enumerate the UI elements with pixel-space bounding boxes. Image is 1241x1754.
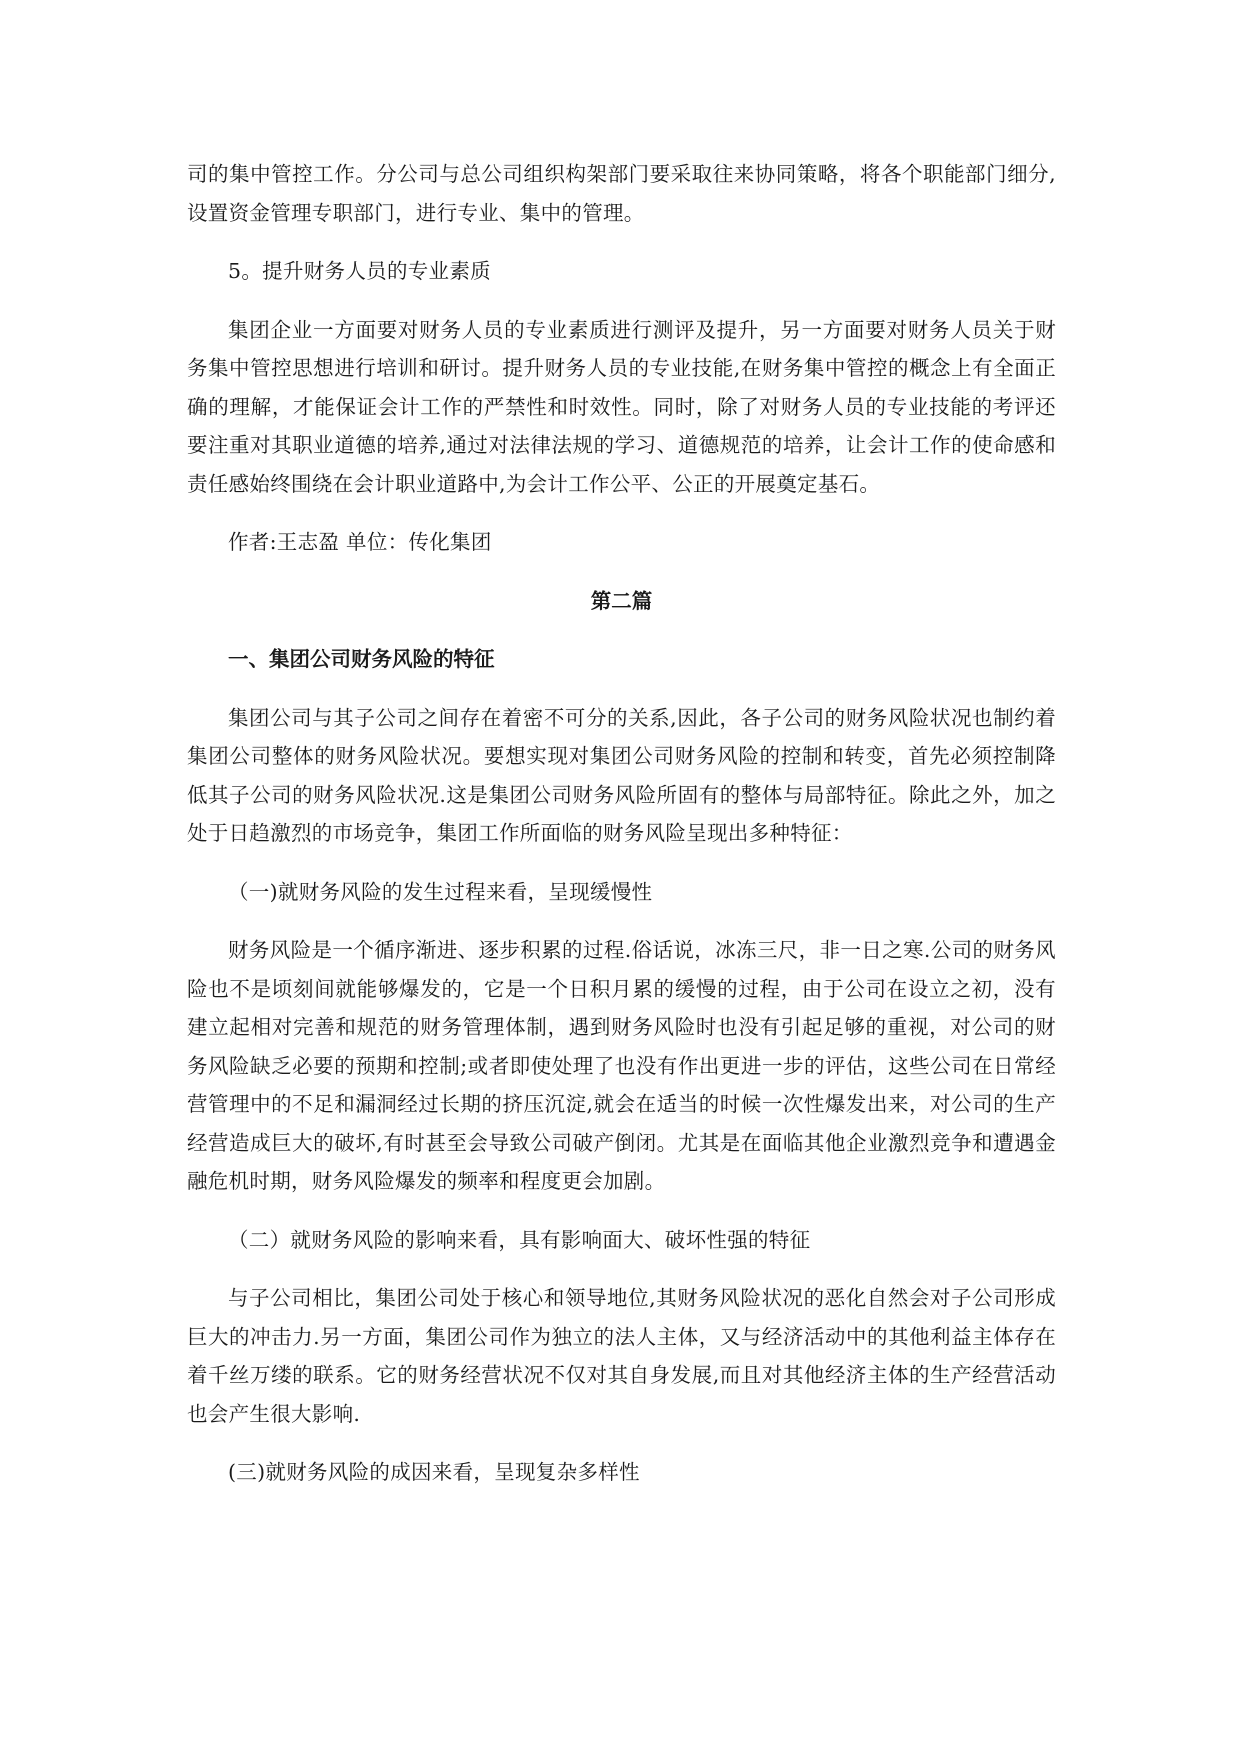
paragraph-group-risk-intro: 集团公司与其子公司之间存在着密不可分的关系,因此，各子公司的财务风险状况也制约着集团公司整体的财务风险状况。要想实现对集团公司财务风险的控制和转变，首先必须控制降低其子公司的财务风险状况.这是集团公司财务风险所固有的整体与局部特征。除此之外，加之处于日趋激烈的市场竞争，集团工作所面临的财务风险呈现出多种特征： xyxy=(187,705,1056,845)
subheading-1: （一)就财务风险的发生过程来看，呈现缓慢性 xyxy=(228,879,653,904)
author-line: 作者:王志盈 单位：传化集团 xyxy=(228,530,492,554)
paragraph-slow-process: 财务风险是一个循序渐进、逐步积累的过程.俗话说，冰冻三尺，非一日之寒.公司的财务风险也不是顷刻间就能够爆发的，它是一个日积月累的缓慢的过程，由于公司在设立之初，没有建立起相对完善和规范的财务管理体制，遇到财务风险时也没有引起足够的重视，对公司的财务风险缺乏必要的预期和控制;或者即使处理了也没有作出更进一步的评估，这些公司在日常经营管理中的不足和漏洞经过长期的挤压沉淀,就会在适当的时候一次性爆发出来，对公司的生产经营造成巨大的破坏,有时甚至会导致公司破产倒闭。尤其是在面临其他企业激烈竞争和遭遇金融危机时期，财务风险爆发的频率和程度更会加剧。 xyxy=(187,938,1056,1193)
document-body xyxy=(187,155,1056,1512)
subheading-2: （二）就财务风险的影响来看，具有影响面大、破坏性强的特征 xyxy=(228,1227,811,1252)
paragraph-impact: 与子公司相比，集团公司处于核心和领导地位,其财务风险状况的恶化自然会对子公司形成巨大的冲击力.另一方面，集团公司作为独立的法人主体，又与经济活动中的其他利益主体存在着千丝万缕的联系。它的财务经营状况不仅对其自身发展,而且对其他经济主体的生产经营活动也会产生很大影响. xyxy=(187,1286,1056,1426)
paragraph-continuation: 司的集中管控工作。分公司与总公司组织构架部门要采取往来协同策略，将各个职能部门细分,设置资金管理专职部门，进行专业、集中的管理。 xyxy=(187,162,1056,225)
section-heading-5: 5。提升财务人员的专业素质 xyxy=(228,259,491,283)
part-title: 第二篇 xyxy=(590,588,653,613)
section-heading-1: 一、集团公司财务风险的特征 xyxy=(228,647,495,671)
paragraph-staff-quality: 集团企业一方面要对财务人员的专业素质进行测评及提升，另一方面要对财务人员关于财务集中管控思想进行培训和研讨。提升财务人员的专业技能,在财务集中管控的概念上有全面正确的理解，才能保证会计工作的严禁性和时效性。同时，除了对财务人员的专业技能的考评还要注重对其职业道德的培养,通过对法律法规的学习、道德规范的培养，让会计工作的使命感和责任感始终围绕在会计职业道路中,为会计工作公平、公正的开展奠定基石。 xyxy=(187,317,1056,496)
subheading-3: (三)就财务风险的成因来看，呈现复杂多样性 xyxy=(228,1460,640,1484)
